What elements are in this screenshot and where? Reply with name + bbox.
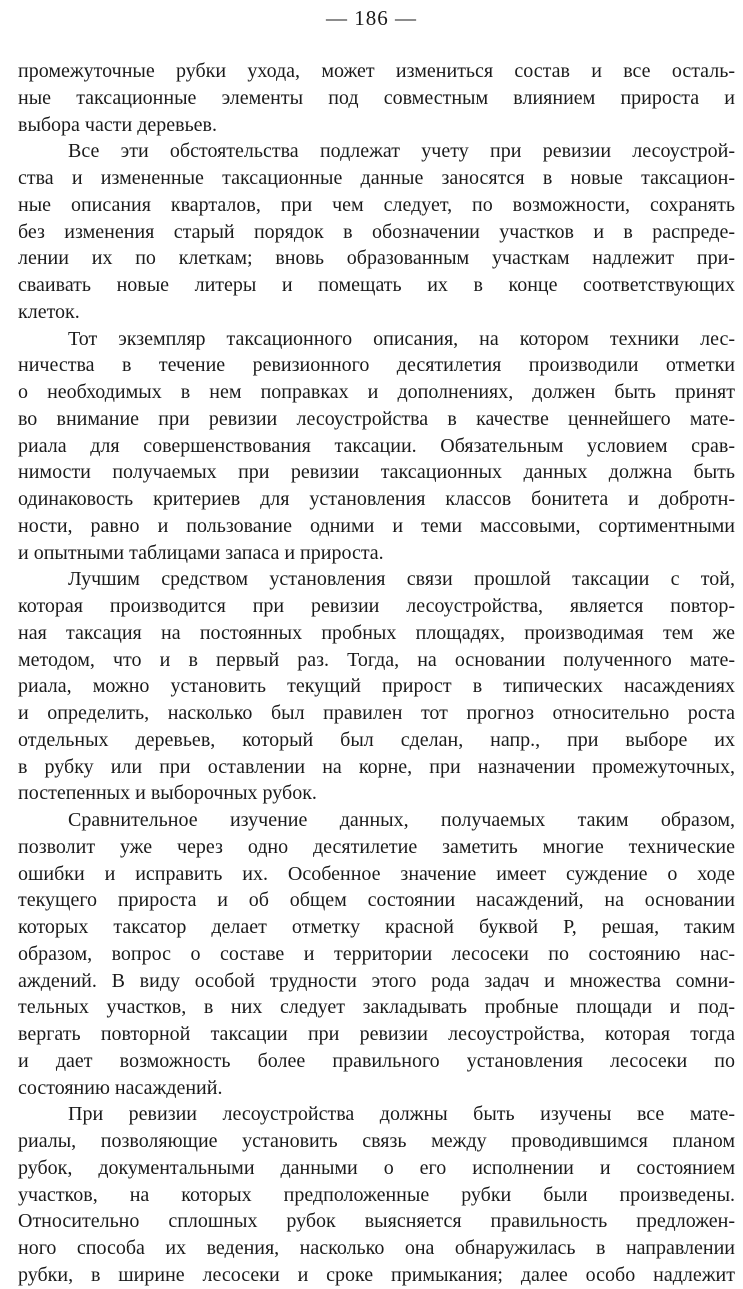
text-line: выбора части деревьев. [18, 113, 218, 136]
text-line: о необходимых в нем поправках и дополнениях, должен быть принят [18, 381, 735, 403]
text-line: клеток. [18, 300, 80, 323]
text-line: и определить, насколько был правилен тот прогноз относительно роста [18, 702, 735, 724]
text-line: тельных участков, в них следует закладывать пробные площади и под- [18, 996, 735, 1019]
text-line: участков, на которых предположенные рубки были произведены. [18, 1183, 735, 1206]
text-line: лении их по клеткам; вновь образованным участкам надлежит при- [18, 247, 735, 270]
text-line: Лучшим средством установления связи прошлой таксации с той, [68, 568, 735, 591]
text-line: во внимание при ревизии лесоустройства в качестве ценнейшего мате- [18, 407, 735, 430]
text-line: которых таксатор делает отметку красной буквой Р, решая, таким [18, 916, 735, 938]
text-line: Тот экземпляр таксационного описания, на котором техники лес- [68, 327, 735, 350]
text-line: риала, можно установить текущий прирост в типических насаждениях [18, 675, 735, 698]
text-line: Сравнительное изучение данных, получаемых таким образом, [68, 809, 735, 831]
text-line: позволит уже через одно десятилетие заметить многие технические [18, 835, 735, 858]
text-line: При ревизии лесоустройства должны быть изучены все мате- [68, 1103, 735, 1126]
text-line: рубки, в ширине лесосеки и сроке примыкания; далее особо надлежит [18, 1263, 735, 1286]
text-line: отдельных деревьев, который был сделан, напр., при выборе их [18, 728, 735, 751]
text-line: ного способа их ведения, насколько она обнаружилась в направлении [18, 1237, 735, 1259]
text-line: состоянию насаждений. [18, 1076, 223, 1099]
text-line: ные описания кварталов, при чем следует, по возможности, сохранять [18, 193, 735, 216]
text-line: ничества в течение ревизионного десятилетия производили отметки [18, 354, 735, 377]
text-line: вергать повторной таксации при ревизии лесоустройства, которая тогда [18, 1023, 735, 1045]
text-line: риала для совершенствования таксации. Обязательным условием срав- [18, 434, 735, 457]
text-line: образом, вопрос о составе и территории лесосеки по состоянию нас- [18, 942, 735, 965]
page-number: — 186 — [326, 6, 417, 30]
text-line: ные таксационные элементы под совместным влиянием прироста и [18, 86, 735, 109]
text-line: аждений. В виду особой трудности этого рода задач и множества сомни- [18, 969, 735, 992]
text-line: Относительно сплошных рубок выясняется правильность предложен- [18, 1210, 735, 1233]
text-line: Все эти обстоятельства подлежат учету при ревизии лесоустрой- [68, 140, 735, 163]
text-line: постепенных и выборочных рубок. [18, 782, 317, 805]
text-line: и дает возможность более правильного установления лесосеки по [18, 1049, 735, 1072]
text-line: которая производится при ревизии лесоустройства, является повтор- [18, 595, 735, 617]
text-line: ошибки и исправить их. Особенное значение имеет суждение о ходе [18, 862, 735, 885]
text-line: промежуточные рубки ухода, может измениться состав и все осталь- [18, 60, 735, 82]
text-line: без изменения старый порядок в обозначении участков и в распреде- [18, 220, 735, 243]
text-line: в рубку или при оставлении на корне, при назначении промежуточных, [18, 755, 735, 778]
text-line: сваивать новые литеры и помещать их в конце соответствующих [18, 274, 735, 296]
text-line: одинаковость критериев для установления классов бонитета и добротн- [18, 488, 735, 510]
text-line: риалы, позволяющие установить связь между проводившимся планом [18, 1130, 735, 1152]
body-text [18, 58, 735, 1289]
text-line: рубок, документальными данными о его исполнении и состоянием [18, 1156, 735, 1179]
text-line: методом, что и в первый раз. Тогда, на основании полученного мате- [18, 648, 735, 671]
text-line: и опытными таблицами запаса и прироста. [18, 541, 384, 564]
text-line: нимости получаемых при ревизии таксационных данных должна быть [18, 461, 735, 484]
text-line: текущего прироста и об общем состоянии насаждений, на основании [18, 889, 735, 912]
text-line: ная таксация на постоянных пробных площадях, производимая тем же [18, 621, 735, 644]
text-line: ности, равно и пользование одними и теми массовыми, сортиментными [18, 514, 735, 537]
text-line: ства и измененные таксационные данные заносятся в новые таксацион- [18, 167, 735, 189]
